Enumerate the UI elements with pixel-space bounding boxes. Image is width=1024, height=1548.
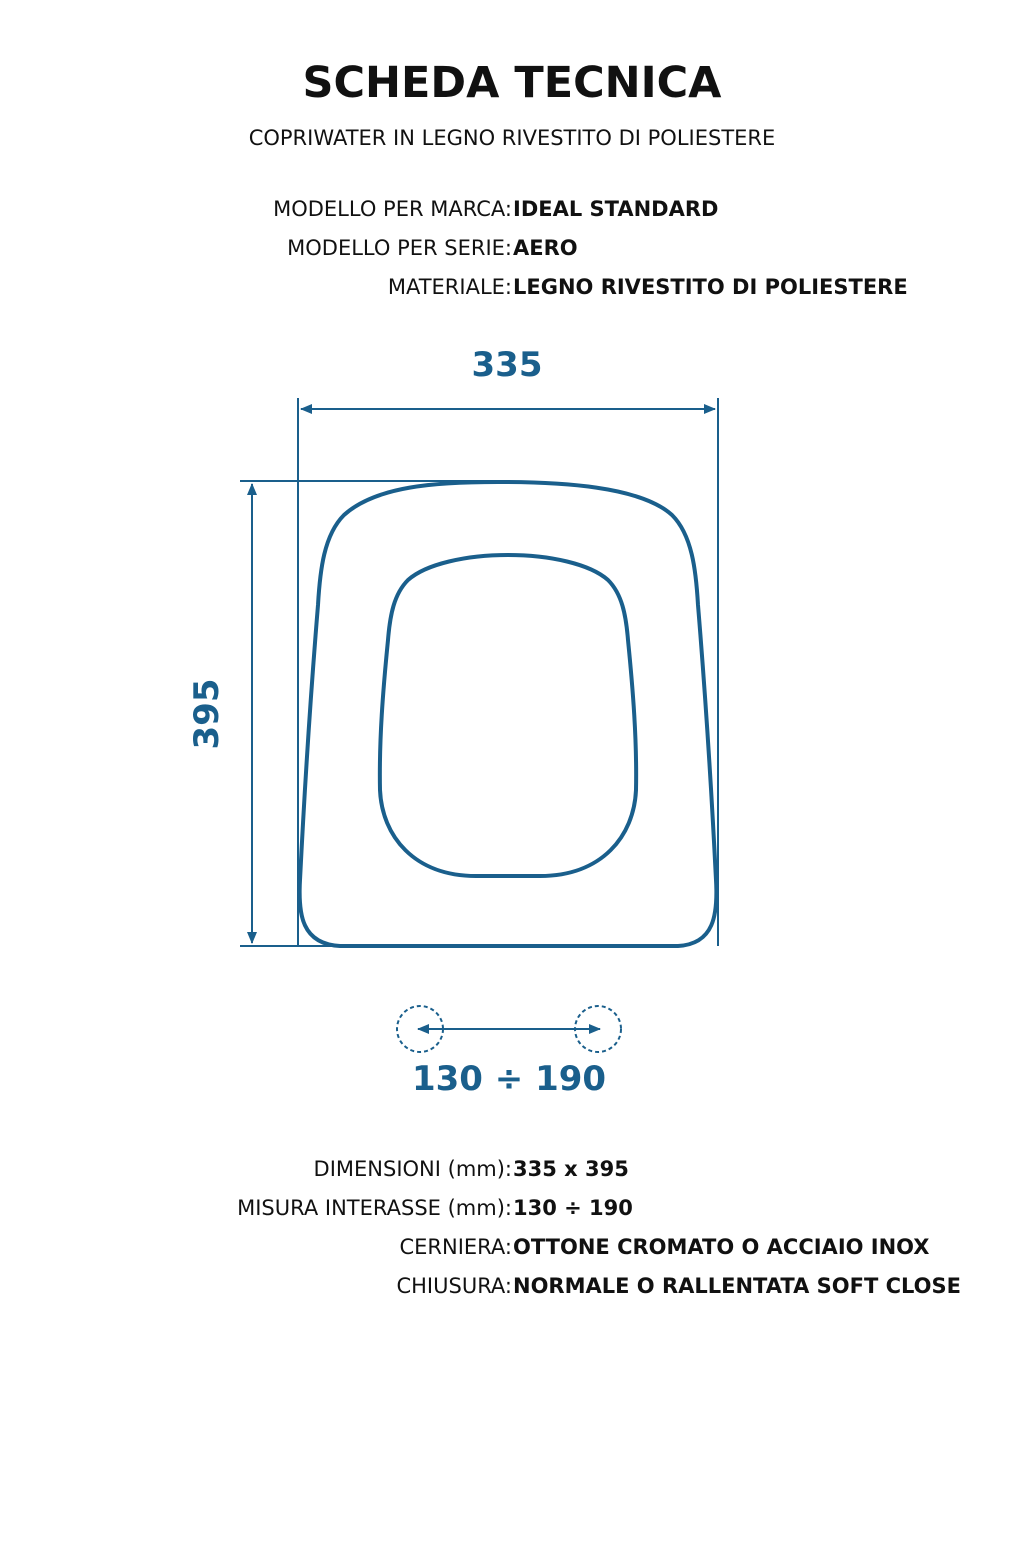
- spec-label: MISURA INTERASSE (mm):: [237, 1196, 512, 1220]
- spec-value: 130 ÷ 190: [513, 1196, 633, 1220]
- hinge-dimension-label: 130 ÷ 190: [411, 1059, 607, 1099]
- spec-label: CERNIERA:: [399, 1235, 512, 1259]
- spec-row-hinge: [0, 1232, 1024, 1262]
- spec-row-closing: [0, 1271, 1024, 1301]
- spec-label: MATERIALE:: [387, 275, 512, 299]
- spec-label: MODELLO PER MARCA:: [273, 197, 512, 221]
- spec-row-material: [0, 272, 1024, 302]
- spec-label: CHIUSURA:: [396, 1274, 512, 1298]
- spec-label: MODELLO PER SERIE:: [287, 236, 512, 260]
- spec-row-series: [0, 233, 1024, 263]
- spec-row-dimensions: [0, 1154, 1024, 1184]
- spec-value: OTTONE CROMATO O ACCIAIO INOX: [513, 1235, 930, 1259]
- seat-inner-opening: [380, 555, 636, 876]
- width-dimension-label: 335: [471, 345, 543, 385]
- spec-value: NORMALE O RALLENTATA SOFT CLOSE: [513, 1274, 961, 1298]
- spec-value: 335 x 395: [513, 1157, 629, 1181]
- spec-label: DIMENSIONI (mm):: [313, 1157, 512, 1181]
- spec-value: IDEAL STANDARD: [513, 197, 719, 221]
- spec-value: AERO: [513, 236, 578, 260]
- spec-value: LEGNO RIVESTITO DI POLIESTERE: [513, 275, 908, 299]
- seat-technical-drawing: [0, 320, 1024, 1120]
- height-dimension-label: 395: [187, 678, 227, 750]
- spec-row-hinge-distance: [0, 1193, 1024, 1223]
- spec-row-brand: [0, 194, 1024, 224]
- page-subtitle: COPRIWATER IN LEGNO RIVESTITO DI POLIESTERE: [248, 126, 776, 150]
- page-title: SCHEDA TECNICA: [302, 58, 722, 108]
